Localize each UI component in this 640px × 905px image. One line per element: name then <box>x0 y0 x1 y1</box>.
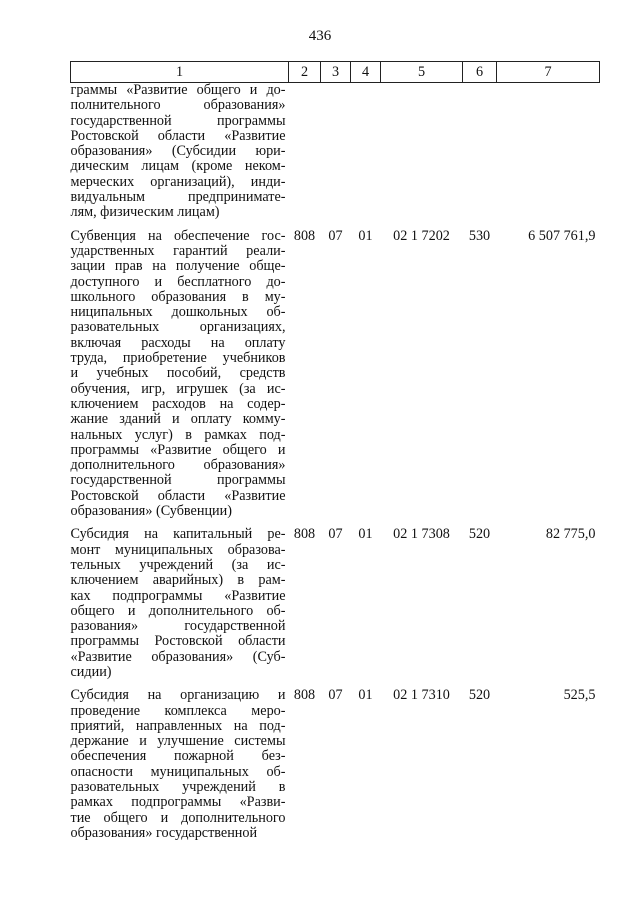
description-line: и учебных пособий, средств <box>70 365 286 382</box>
target-article-code: 02 1 7308 <box>393 526 450 543</box>
ministry-code: 808 <box>293 526 316 543</box>
description-line: разования» государственной <box>70 618 286 635</box>
description-line: программы Ростовской области <box>70 633 286 650</box>
description-line: общего и дополнительного об- <box>70 602 286 619</box>
budget-table <box>70 61 600 841</box>
expense-description <box>71 229 289 520</box>
description-line: государственной программы <box>70 112 286 129</box>
description-line: ниципальных дошкольных об- <box>70 304 286 321</box>
description-line: образования» (Субсидии юри- <box>70 143 286 160</box>
section-code: 07 <box>328 526 343 543</box>
description-line: граммы «Развитие общего и до- <box>70 82 286 98</box>
header-col-3: 3 <box>321 62 351 83</box>
description-line: включая расходы на оплату <box>70 334 286 351</box>
target-article-code: 02 1 7310 <box>393 687 450 704</box>
description-line: ключением расходов на содер- <box>70 395 286 412</box>
table-row <box>71 688 600 841</box>
description-line: приятий, направленных на под- <box>70 717 286 734</box>
header-col-2: 2 <box>289 62 321 83</box>
section-code: 07 <box>328 227 343 244</box>
description-line: разовательных учреждений в <box>70 779 286 796</box>
header-row <box>71 62 600 83</box>
description-line: держание и улучшение системы <box>70 733 286 750</box>
description-line: ударственных гарантий реали- <box>70 242 286 259</box>
table-row <box>71 83 600 221</box>
description-line: обеспечения пожарной без- <box>70 748 286 765</box>
description-line: нальных услуг) в рамках под- <box>70 426 286 443</box>
target-article-code <box>381 83 463 221</box>
description-line: Ростовской области «Развитие <box>70 127 286 144</box>
amount-value: 525,5 <box>563 687 596 704</box>
description-line: программы «Развитие общего и <box>70 441 286 458</box>
description-line: дическим лицам (кроме неком- <box>70 158 286 175</box>
description-line: ключением аварийных) в рам- <box>70 572 286 589</box>
description-line: лям, физическим лицам) <box>70 204 220 221</box>
table-row <box>71 527 600 680</box>
description-line: доступного и бесплатного до- <box>70 273 286 290</box>
section-code <box>321 83 351 221</box>
description-line: видуальным предпринимате- <box>70 189 286 206</box>
target-article-code: 02 1 7202 <box>393 227 450 244</box>
description-line: Субсидия на капитальный ре- <box>70 526 286 543</box>
expense-description <box>71 688 289 841</box>
ministry-code: 808 <box>293 227 316 244</box>
amount-value: 82 775,0 <box>545 526 596 543</box>
header-col-6: 6 <box>463 62 497 83</box>
description-line: Ростовской области «Развитие <box>70 487 286 504</box>
expense-type-code: 520 <box>468 687 491 704</box>
expense-description <box>71 83 289 221</box>
header-col-7: 7 <box>497 62 600 83</box>
page-number: 436 <box>308 28 332 44</box>
description-line: мерческих организаций), инди- <box>70 173 286 190</box>
description-line: школьного образования в му- <box>70 288 286 305</box>
ministry-code: 808 <box>293 687 316 704</box>
subsection-code <box>351 83 381 221</box>
expense-type-code <box>463 83 497 221</box>
description-line: разовательных организациях, <box>70 319 286 336</box>
description-line: проведение комплекса меро- <box>70 702 286 719</box>
subsection-code: 01 <box>358 227 373 244</box>
subsection-code: 01 <box>358 526 373 543</box>
description-line: образования» государственной <box>70 824 258 841</box>
description-line: тие общего и дополнительного <box>70 809 286 826</box>
ministry-code <box>289 83 321 221</box>
description-line: Субсидия на организацию и <box>70 687 286 704</box>
description-line: монт муниципальных образова- <box>70 541 286 558</box>
amount-value <box>497 83 600 221</box>
section-code: 07 <box>328 687 343 704</box>
description-line: сидии) <box>70 663 112 680</box>
description-line: рамках подпрограммы «Разви- <box>70 794 286 811</box>
description-line: ках подпрограммы «Развитие <box>70 587 286 604</box>
table-header <box>71 62 600 83</box>
description-line: Субвенция на обеспечение гос- <box>70 227 286 244</box>
table-row <box>71 229 600 520</box>
description-line: дополнительного образования» <box>70 457 286 474</box>
subsection-code: 01 <box>358 687 373 704</box>
description-line: образования» (Субвенции) <box>70 503 232 520</box>
description-line: жание зданий и оплату комму- <box>70 411 286 428</box>
description-line: полнительного образования» <box>70 97 286 114</box>
description-line: обучения, игр, игрушек (за ис- <box>70 380 286 397</box>
description-line: опасности муниципальных об- <box>70 763 286 780</box>
description-line: труда, приобретение учебников <box>70 350 286 367</box>
description-line: тельных учреждений (за ис- <box>70 556 286 573</box>
header-col-1: 1 <box>71 62 289 83</box>
expense-type-code: 520 <box>468 526 491 543</box>
expense-type-code: 530 <box>468 227 491 244</box>
header-col-4: 4 <box>351 62 381 83</box>
amount-value: 6 507 761,9 <box>528 227 596 244</box>
header-col-5: 5 <box>381 62 463 83</box>
description-line: государственной программы <box>70 472 286 489</box>
table-body <box>71 83 600 842</box>
description-line: «Развитие образования» (Суб- <box>70 648 286 665</box>
description-line: зации прав на получение обще- <box>70 258 286 275</box>
expense-description <box>71 527 289 680</box>
